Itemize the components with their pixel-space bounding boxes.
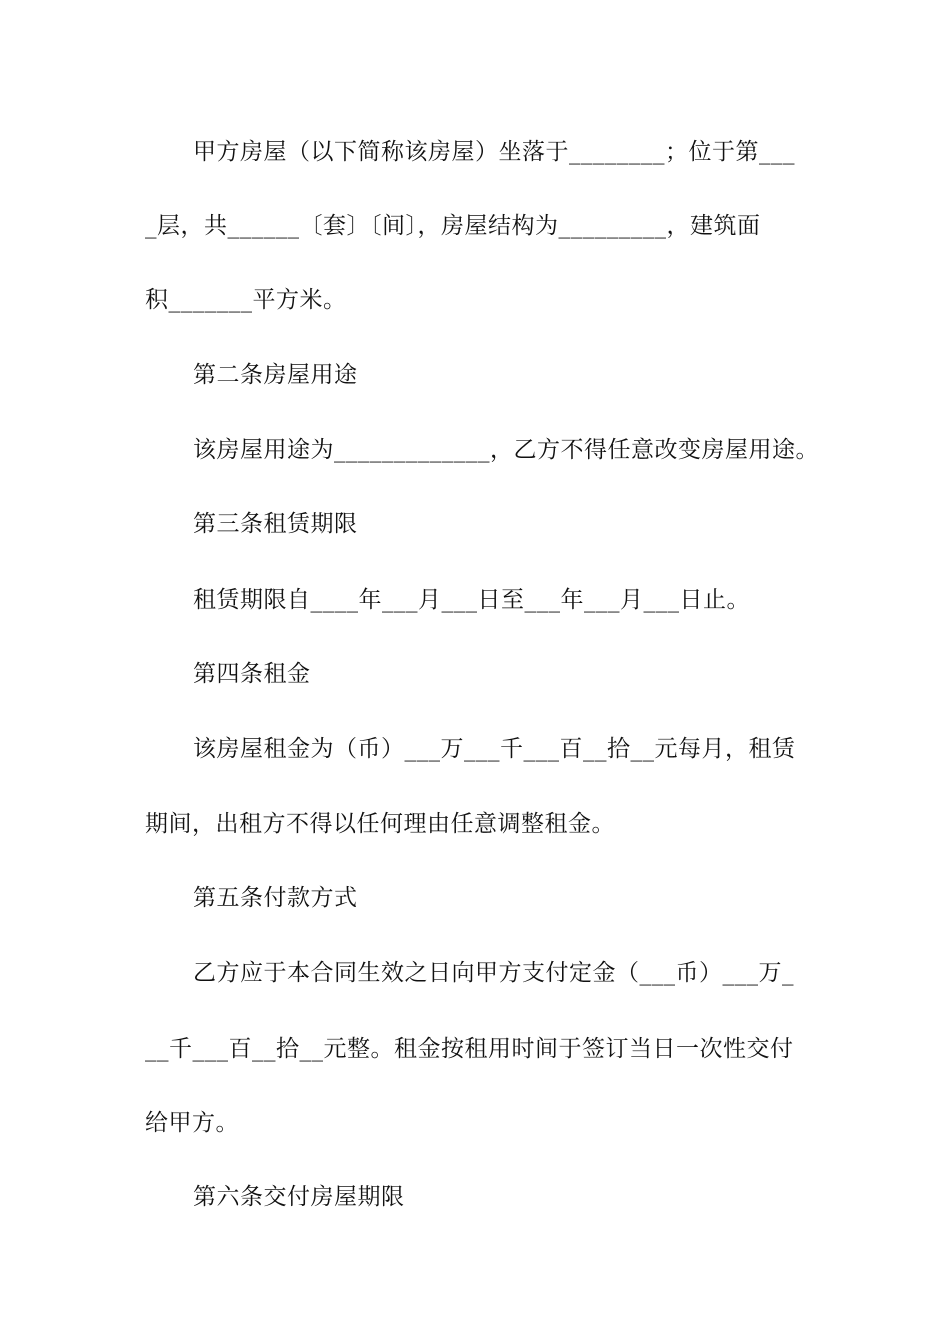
heading-article-3: 第三条租赁期限 [193, 511, 358, 537]
paragraph-house-location-end: 积_______平方米。 [145, 287, 347, 313]
paragraph-rent-cont: 期间，出租方不得以任何理由任意调整租金。 [145, 811, 615, 837]
paragraph-house-location: 甲方房屋（以下简称该房屋）坐落于________；位于第___ [193, 139, 795, 165]
paragraph-house-usage: 该房屋用途为_____________，乙方不得任意改变房屋用途。 [193, 437, 819, 463]
paragraph-rent: 该房屋租金为（币）___万___千___百__拾__元每月，租赁 [193, 736, 796, 762]
heading-article-6: 第六条交付房屋期限 [193, 1184, 405, 1210]
heading-article-2: 第二条房屋用途 [193, 362, 358, 388]
paragraph-house-location-cont: _层，共______〔套〕〔间〕，房屋结构为_________，建筑面 [145, 213, 761, 239]
paragraph-payment-end: 给甲方。 [145, 1110, 239, 1136]
paragraph-payment-cont: __千___百__拾__元整。租金按租用时间于签订当日一次性交付 [145, 1036, 794, 1062]
heading-article-4: 第四条租金 [193, 661, 311, 687]
paragraph-lease-term: 租赁期限自____年___月___日至___年___月___日止。 [193, 587, 750, 613]
heading-article-5: 第五条付款方式 [193, 885, 358, 911]
paragraph-payment: 乙方应于本合同生效之日向甲方支付定金（___币）___万_ [193, 960, 794, 986]
